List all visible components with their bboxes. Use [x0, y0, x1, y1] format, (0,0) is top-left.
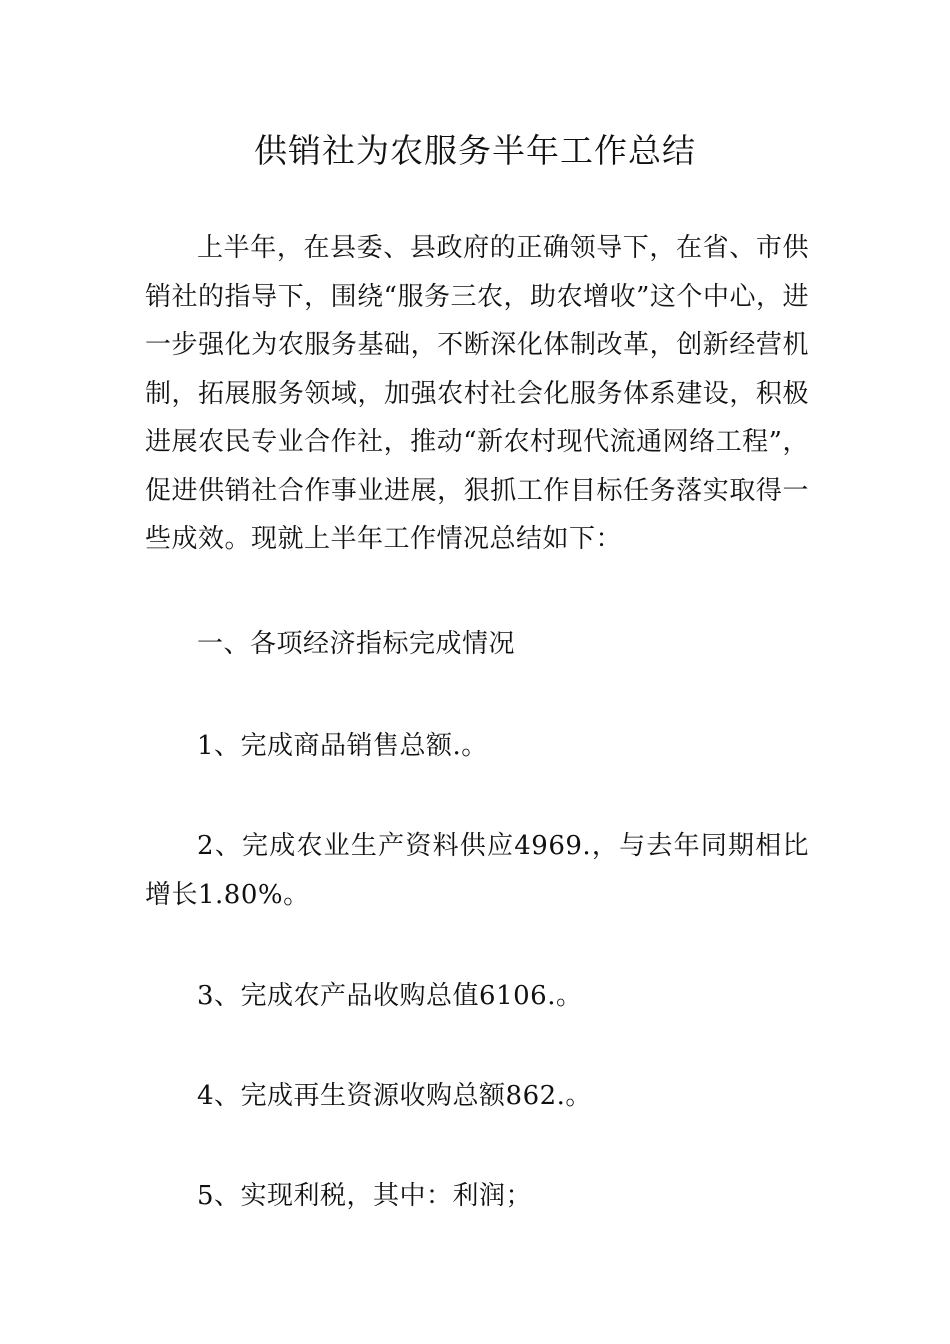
list-item-profit-tax: 5、实现利税，其中：利润； — [197, 1181, 533, 1211]
section-heading-economic-indicators: 一、各项经济指标完成情况 — [197, 629, 516, 659]
list-item-agri-supplies: 2、完成农业生产资料供应4969.，与去年同期相比增长1.80%。 — [145, 831, 809, 910]
intro-paragraph: 上半年，在县委、县政府的正确领导下，在省、市供销社的指导下，围绕“服务三农，助农增收”这个中心，进一步强化为农服务基础，不断深化体制改革，创新经营机制，拓展服务领域，加强农村社会化服务体系建设，积极进展农民专业合作社，推动“新农村现代流通网络工程”，促进供销社合作事业进展，狠抓工作目标任务落实取得一些成效。现就上半年工作情况总结如下： — [145, 233, 809, 554]
list-item-produce-purchase: 3、完成农产品收购总值6106.。 — [197, 981, 583, 1011]
list-item-recycling-purchase: 4、完成再生资源收购总额862.。 — [197, 1081, 592, 1111]
list-item-sales-total: 1、完成商品销售总额.。 — [197, 731, 488, 761]
document-title: 供销社为农服务半年工作总结 — [254, 131, 696, 170]
